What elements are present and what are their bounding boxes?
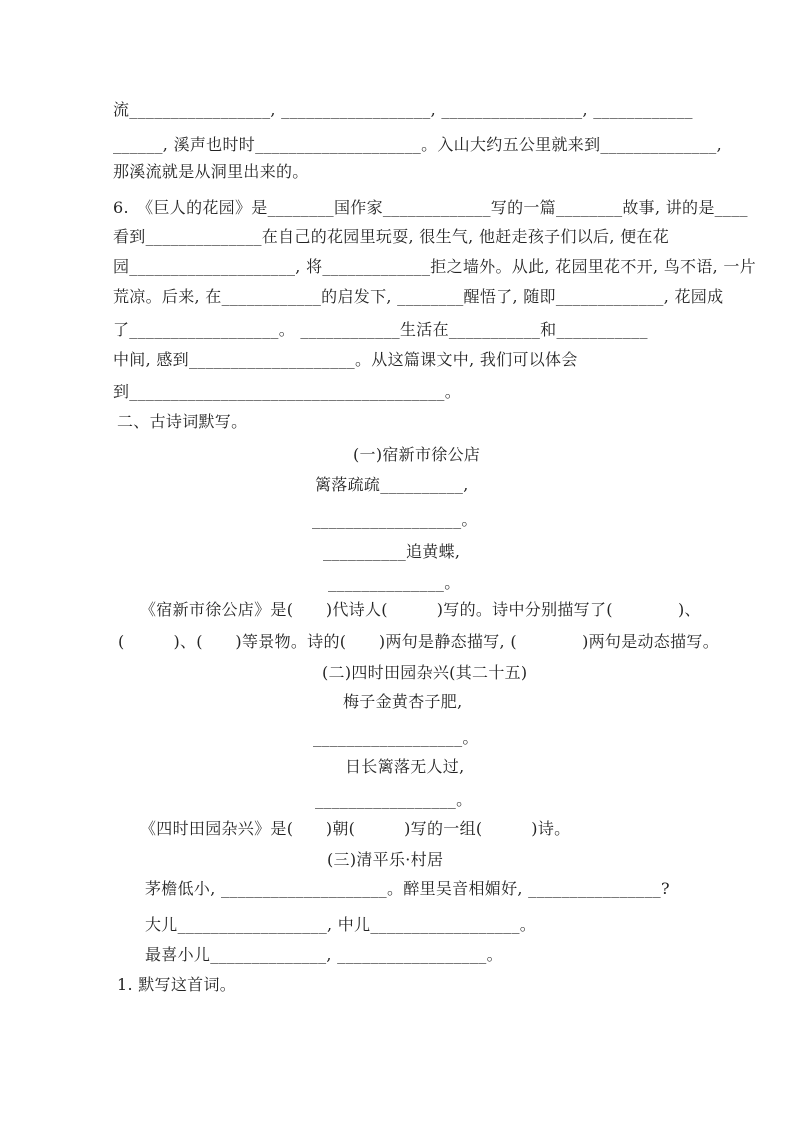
poem3-title: (三)清平乐·村居: [327, 850, 444, 869]
poem1-question-line-1: 《宿新市徐公店》是( )代诗人( )写的。诗中分别描写了( )、: [140, 600, 701, 619]
poem1-verse-2: __________________。: [312, 510, 478, 529]
section-two-heading: 二、古诗词默写。: [117, 412, 248, 431]
q6-line-4: 荒凉。后来, 在____________的启发下, ________醒悟了, 随即_____________, 花园成: [113, 287, 724, 306]
poem2-title: (二)四时田园杂兴(其二十五): [322, 663, 528, 682]
poem2-question-line: 《四时田园杂兴》是( )朝( )写的一组( )诗。: [140, 819, 571, 838]
poem2-verse-4: _________________。: [315, 790, 473, 809]
poem2-verse-1: 梅子金黄杏子肥,: [343, 692, 463, 711]
poem2-verse-3: 日长篱落无人过,: [345, 757, 465, 776]
q6-line-3: 园____________________, 将_____________拒之墙外。从此, 花园里花不开, 鸟不语, 一片: [113, 257, 756, 276]
q5-blanks-line-1: 流_________________, __________________, _________________, ____________: [113, 100, 693, 119]
q6-line-6: 中间, 感到____________________。从这篇课文中, 我们可以体会: [113, 350, 578, 369]
poem2-verse-2: __________________。: [313, 728, 479, 747]
q5-blanks-line-2: ______, 溪声也时时____________________。入山大约五公里就来到______________,: [113, 135, 722, 154]
poem1-verse-1: 篱落疏疏__________,: [315, 475, 469, 494]
poem1-title: (一)宿新市徐公店: [353, 445, 481, 464]
poem1-question-line-2: ( )、( )等景物。诗的( )两句是静态描写, ( )两句是动态描写。: [118, 632, 720, 651]
q5-blanks-line-3: 那溪流就是从洞里出来的。: [113, 162, 309, 181]
q6-line-7: 到______________________________________。: [113, 382, 461, 401]
poem3-verse-3: 最喜小儿______________, __________________。: [145, 945, 503, 964]
q6-line-1: 6. 《巨人的花园》是________国作家_____________写的一篇________故事, 讲的是____: [113, 198, 748, 217]
poem3-verse-2: 大儿__________________, 中儿__________________。: [145, 915, 537, 934]
q6-line-2: 看到______________在自己的花园里玩耍, 很生气, 他赶走孩子们以后, 便在花: [113, 227, 670, 246]
poem1-verse-4: ______________。: [328, 573, 461, 592]
q6-line-5: 了__________________。 ____________生活在___________和___________: [113, 320, 648, 339]
poem1-verse-3: __________追黄蝶,: [323, 542, 461, 561]
poem3-verse-1: 茅檐低小, ____________________。醉里吴音相媚好, ________________?: [145, 879, 670, 898]
poem3-task-1: 1. 默写这首词。: [117, 975, 237, 994]
